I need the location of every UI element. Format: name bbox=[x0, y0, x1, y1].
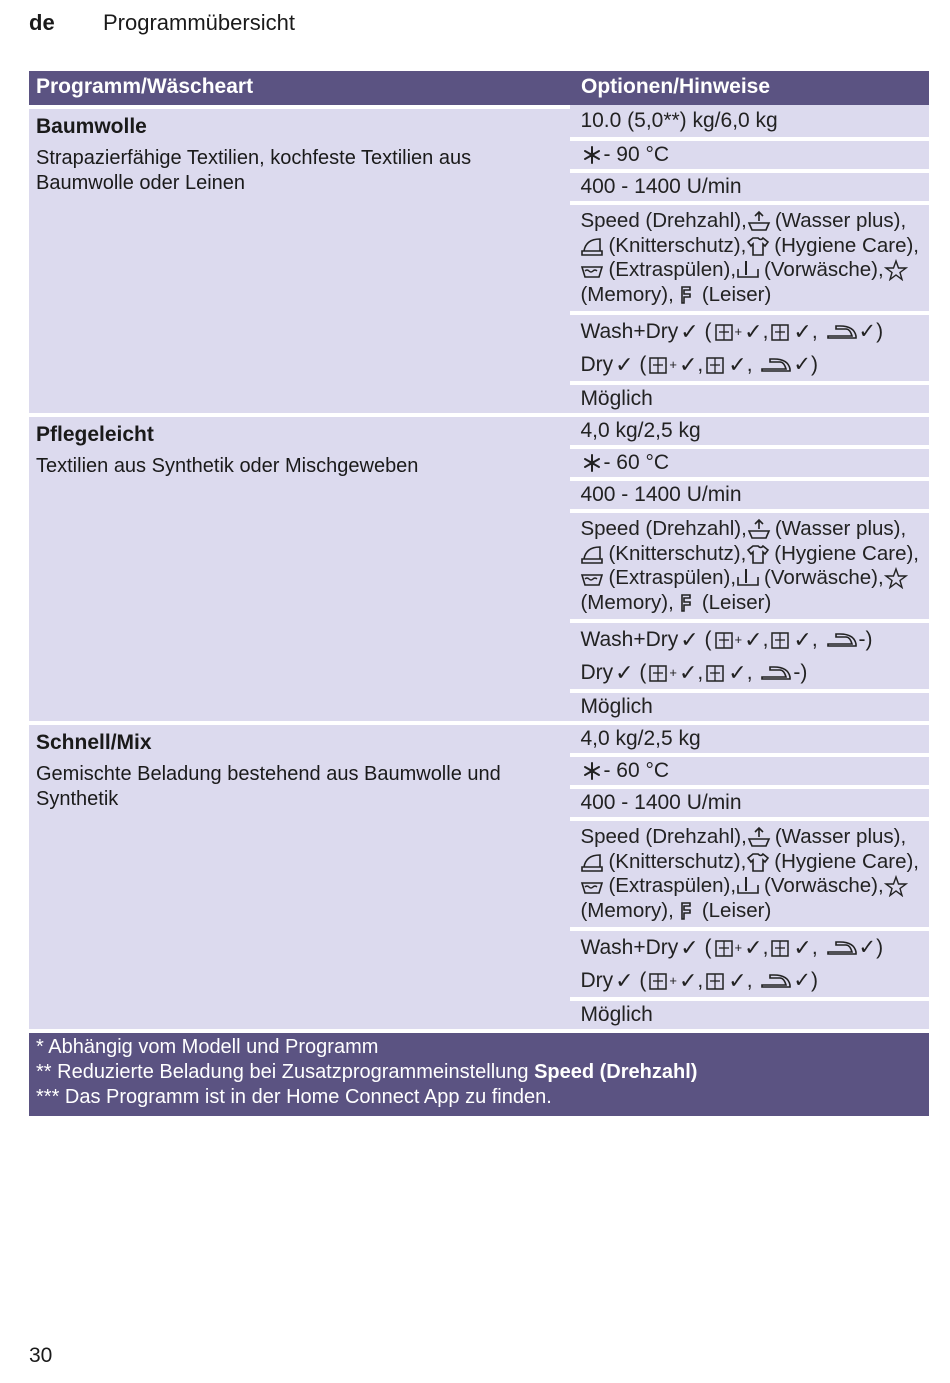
column-header-options: Optionen/Hinweise bbox=[581, 75, 771, 98]
option-hygiene: (Hygiene Care), bbox=[774, 849, 919, 873]
load-text: 10.0 (5,0**) kg/6,0 kg bbox=[580, 109, 778, 132]
spin-text: 400 - 1400 U/min bbox=[580, 483, 742, 506]
note-text: Möglich bbox=[580, 1003, 653, 1026]
spin-speed bbox=[570, 169, 929, 201]
iron-dry-icon bbox=[760, 663, 792, 683]
footnotes bbox=[29, 1029, 929, 1116]
load-text: 4,0 kg/2,5 kg bbox=[580, 727, 701, 750]
spin-speed bbox=[570, 785, 929, 817]
option-speed: Speed (Drehzahl), bbox=[580, 517, 747, 540]
footnote-2-bold: Speed (Drehzahl) bbox=[534, 1061, 698, 1083]
load-capacity bbox=[570, 721, 929, 753]
prewash-icon bbox=[736, 259, 760, 281]
option-water-plus: (Wasser plus), bbox=[774, 209, 907, 232]
option-crease: (Knitterschutz), bbox=[608, 233, 747, 257]
star-icon bbox=[884, 567, 908, 589]
star-icon bbox=[884, 259, 908, 281]
page-number: 30 bbox=[29, 1344, 53, 1367]
program-description: Textilien aus Synthetik oder Mischgeweben bbox=[36, 455, 419, 477]
cupboard-dry-plus-icon bbox=[714, 938, 734, 958]
dry-label: Dry bbox=[580, 968, 614, 992]
option-water-plus: (Wasser plus), bbox=[774, 517, 907, 540]
iron-mark: ✓ bbox=[793, 969, 811, 992]
footnote-1: * Abhängig vom Modell und Programm bbox=[36, 1036, 379, 1058]
table-header bbox=[29, 71, 929, 105]
footnote-3: *** Das Programm ist in der Home Connect App zu finden. bbox=[36, 1086, 552, 1108]
cupboard-dry-plus-icon bbox=[648, 355, 668, 375]
iron-dry-icon bbox=[760, 355, 792, 375]
option-hygiene: (Hygiene Care), bbox=[774, 233, 919, 257]
spin-speed bbox=[570, 477, 929, 509]
options-list bbox=[570, 201, 929, 311]
cupboard-dry-icon bbox=[705, 971, 725, 991]
check-icon: ✓ bbox=[680, 318, 699, 344]
program-note bbox=[570, 997, 929, 1029]
load-text: 4,0 kg/2,5 kg bbox=[580, 419, 701, 442]
iron-mark: - bbox=[858, 627, 866, 651]
program-note bbox=[570, 381, 929, 413]
cupboard-dry-plus-icon bbox=[648, 971, 668, 991]
language-code: de bbox=[29, 10, 55, 35]
program-info bbox=[29, 721, 570, 1029]
cupboard-dry-icon bbox=[770, 938, 790, 958]
iron-dry-icon bbox=[826, 630, 858, 650]
footnote-2 bbox=[36, 1060, 929, 1085]
option-memory: (Memory), bbox=[580, 282, 674, 306]
water-plus-icon bbox=[747, 210, 771, 232]
program-name: Schnell/Mix bbox=[36, 731, 152, 754]
load-capacity bbox=[570, 413, 929, 445]
crease-guard-icon bbox=[580, 543, 604, 565]
cupboard-dry-plus-icon bbox=[648, 663, 668, 683]
dry-options: Wash+Dry ✓ ( + ✓ , ✓ , ✓ ) Dry ✓ ( + ✓ , ✓ , ✓ ) bbox=[570, 927, 929, 997]
temperature-text: - 60 °C bbox=[603, 451, 670, 474]
option-prewash: (Vorwäsche), bbox=[764, 258, 884, 281]
footnote-2-text: ** Reduzierte Beladung bei Zusatzprogrammeinstellung bbox=[36, 1061, 529, 1083]
note-text: Möglich bbox=[580, 695, 653, 718]
star-icon bbox=[884, 875, 908, 897]
option-quiet: (Leiser) bbox=[701, 282, 772, 306]
check-icon: ✓ bbox=[680, 626, 699, 652]
option-speed: Speed (Drehzahl), bbox=[580, 825, 747, 848]
prewash-icon bbox=[736, 567, 760, 589]
option-prewash: (Vorwäsche), bbox=[764, 566, 884, 589]
iron-mark: ✓ bbox=[858, 936, 877, 959]
temperature-text: - 60 °C bbox=[603, 759, 670, 782]
temperature-text: - 90 °C bbox=[603, 143, 670, 166]
cupboard-dry-plus-icon bbox=[714, 630, 734, 650]
wash-dry-label: Wash+Dry bbox=[580, 627, 679, 651]
temperature bbox=[570, 445, 929, 477]
water-plus-icon bbox=[747, 518, 771, 540]
wash-dry-label: Wash+Dry bbox=[580, 935, 679, 959]
column-header-program: Programm/Wäscheart bbox=[36, 75, 254, 98]
dry-options: Wash+Dry ✓ ( + ✓ , ✓ , ✓ ) Dry ✓ ( + ✓ , ✓ , ✓ ) bbox=[570, 311, 929, 381]
dry-options: Wash+Dry ✓ ( + ✓ , ✓ , - ) Dry ✓ ( + ✓ , ✓ , - ) bbox=[570, 619, 929, 689]
program-note bbox=[570, 689, 929, 721]
iron-dry-icon bbox=[826, 322, 858, 342]
quiet-icon bbox=[674, 284, 698, 306]
cupboard-dry-icon bbox=[705, 663, 725, 683]
dry-label: Dry bbox=[580, 660, 614, 684]
water-plus-icon bbox=[747, 826, 771, 848]
extra-rinse-icon bbox=[580, 567, 604, 589]
option-quiet: (Leiser) bbox=[701, 898, 772, 922]
iron-mark: ✓ bbox=[793, 353, 811, 376]
option-water-plus: (Wasser plus), bbox=[774, 825, 907, 848]
check-icon: ✓ bbox=[680, 934, 699, 960]
snowflake-icon bbox=[582, 761, 602, 781]
load-capacity bbox=[570, 105, 929, 137]
option-quiet: (Leiser) bbox=[701, 590, 772, 614]
check-icon: ✓ bbox=[615, 659, 634, 685]
option-rinse: (Extraspülen), bbox=[608, 258, 737, 281]
program-row bbox=[29, 413, 929, 721]
program-options bbox=[570, 105, 929, 413]
iron-mark: ✓ bbox=[858, 320, 877, 343]
program-row bbox=[29, 721, 929, 1029]
spin-text: 400 - 1400 U/min bbox=[580, 791, 742, 814]
option-crease: (Knitterschutz), bbox=[608, 849, 747, 873]
page-title: Programmübersicht bbox=[103, 10, 295, 35]
options-list bbox=[570, 817, 929, 927]
crease-guard-icon bbox=[580, 851, 604, 873]
option-speed: Speed (Drehzahl), bbox=[580, 209, 747, 232]
program-options bbox=[570, 721, 929, 1029]
extra-rinse-icon bbox=[580, 875, 604, 897]
hygiene-shirt-icon bbox=[746, 851, 770, 873]
program-description: Gemischte Beladung bestehend aus Baumwolle und Synthetik bbox=[36, 763, 501, 810]
option-prewash: (Vorwäsche), bbox=[764, 874, 884, 897]
dry-label: Dry bbox=[580, 352, 614, 376]
cupboard-dry-icon bbox=[705, 355, 725, 375]
hygiene-shirt-icon bbox=[746, 235, 770, 257]
temperature bbox=[570, 753, 929, 785]
program-info bbox=[29, 413, 570, 721]
program-options bbox=[570, 413, 929, 721]
hygiene-shirt-icon bbox=[746, 543, 770, 565]
extra-rinse-icon bbox=[580, 259, 604, 281]
option-rinse: (Extraspülen), bbox=[608, 566, 737, 589]
program-name: Baumwolle bbox=[36, 115, 147, 138]
option-crease: (Knitterschutz), bbox=[608, 541, 747, 565]
note-text: Möglich bbox=[580, 387, 653, 410]
quiet-icon bbox=[674, 592, 698, 614]
page-header bbox=[29, 8, 295, 38]
temperature bbox=[570, 137, 929, 169]
quiet-icon bbox=[674, 900, 698, 922]
option-hygiene: (Hygiene Care), bbox=[774, 541, 919, 565]
wash-dry-label: Wash+Dry bbox=[580, 319, 679, 343]
check-icon: ✓ bbox=[615, 351, 634, 377]
option-memory: (Memory), bbox=[580, 590, 674, 614]
iron-dry-icon bbox=[760, 971, 792, 991]
option-rinse: (Extraspülen), bbox=[608, 874, 737, 897]
cupboard-dry-icon bbox=[770, 322, 790, 342]
snowflake-icon bbox=[582, 145, 602, 165]
prewash-icon bbox=[736, 875, 760, 897]
iron-dry-icon bbox=[826, 938, 858, 958]
option-memory: (Memory), bbox=[580, 898, 674, 922]
check-icon: ✓ bbox=[615, 967, 634, 993]
snowflake-icon bbox=[582, 453, 602, 473]
program-row bbox=[29, 105, 929, 413]
program-table bbox=[29, 71, 929, 1116]
program-name: Pflegeleicht bbox=[36, 423, 154, 446]
spin-text: 400 - 1400 U/min bbox=[580, 175, 742, 198]
options-list bbox=[570, 509, 929, 619]
iron-mark: - bbox=[793, 660, 801, 684]
cupboard-dry-plus-icon bbox=[714, 322, 734, 342]
program-description: Strapazierfähige Textilien, kochfeste Textilien aus Baumwolle oder Leinen bbox=[36, 147, 472, 194]
cupboard-dry-icon bbox=[770, 630, 790, 650]
crease-guard-icon bbox=[580, 235, 604, 257]
program-info bbox=[29, 105, 570, 413]
